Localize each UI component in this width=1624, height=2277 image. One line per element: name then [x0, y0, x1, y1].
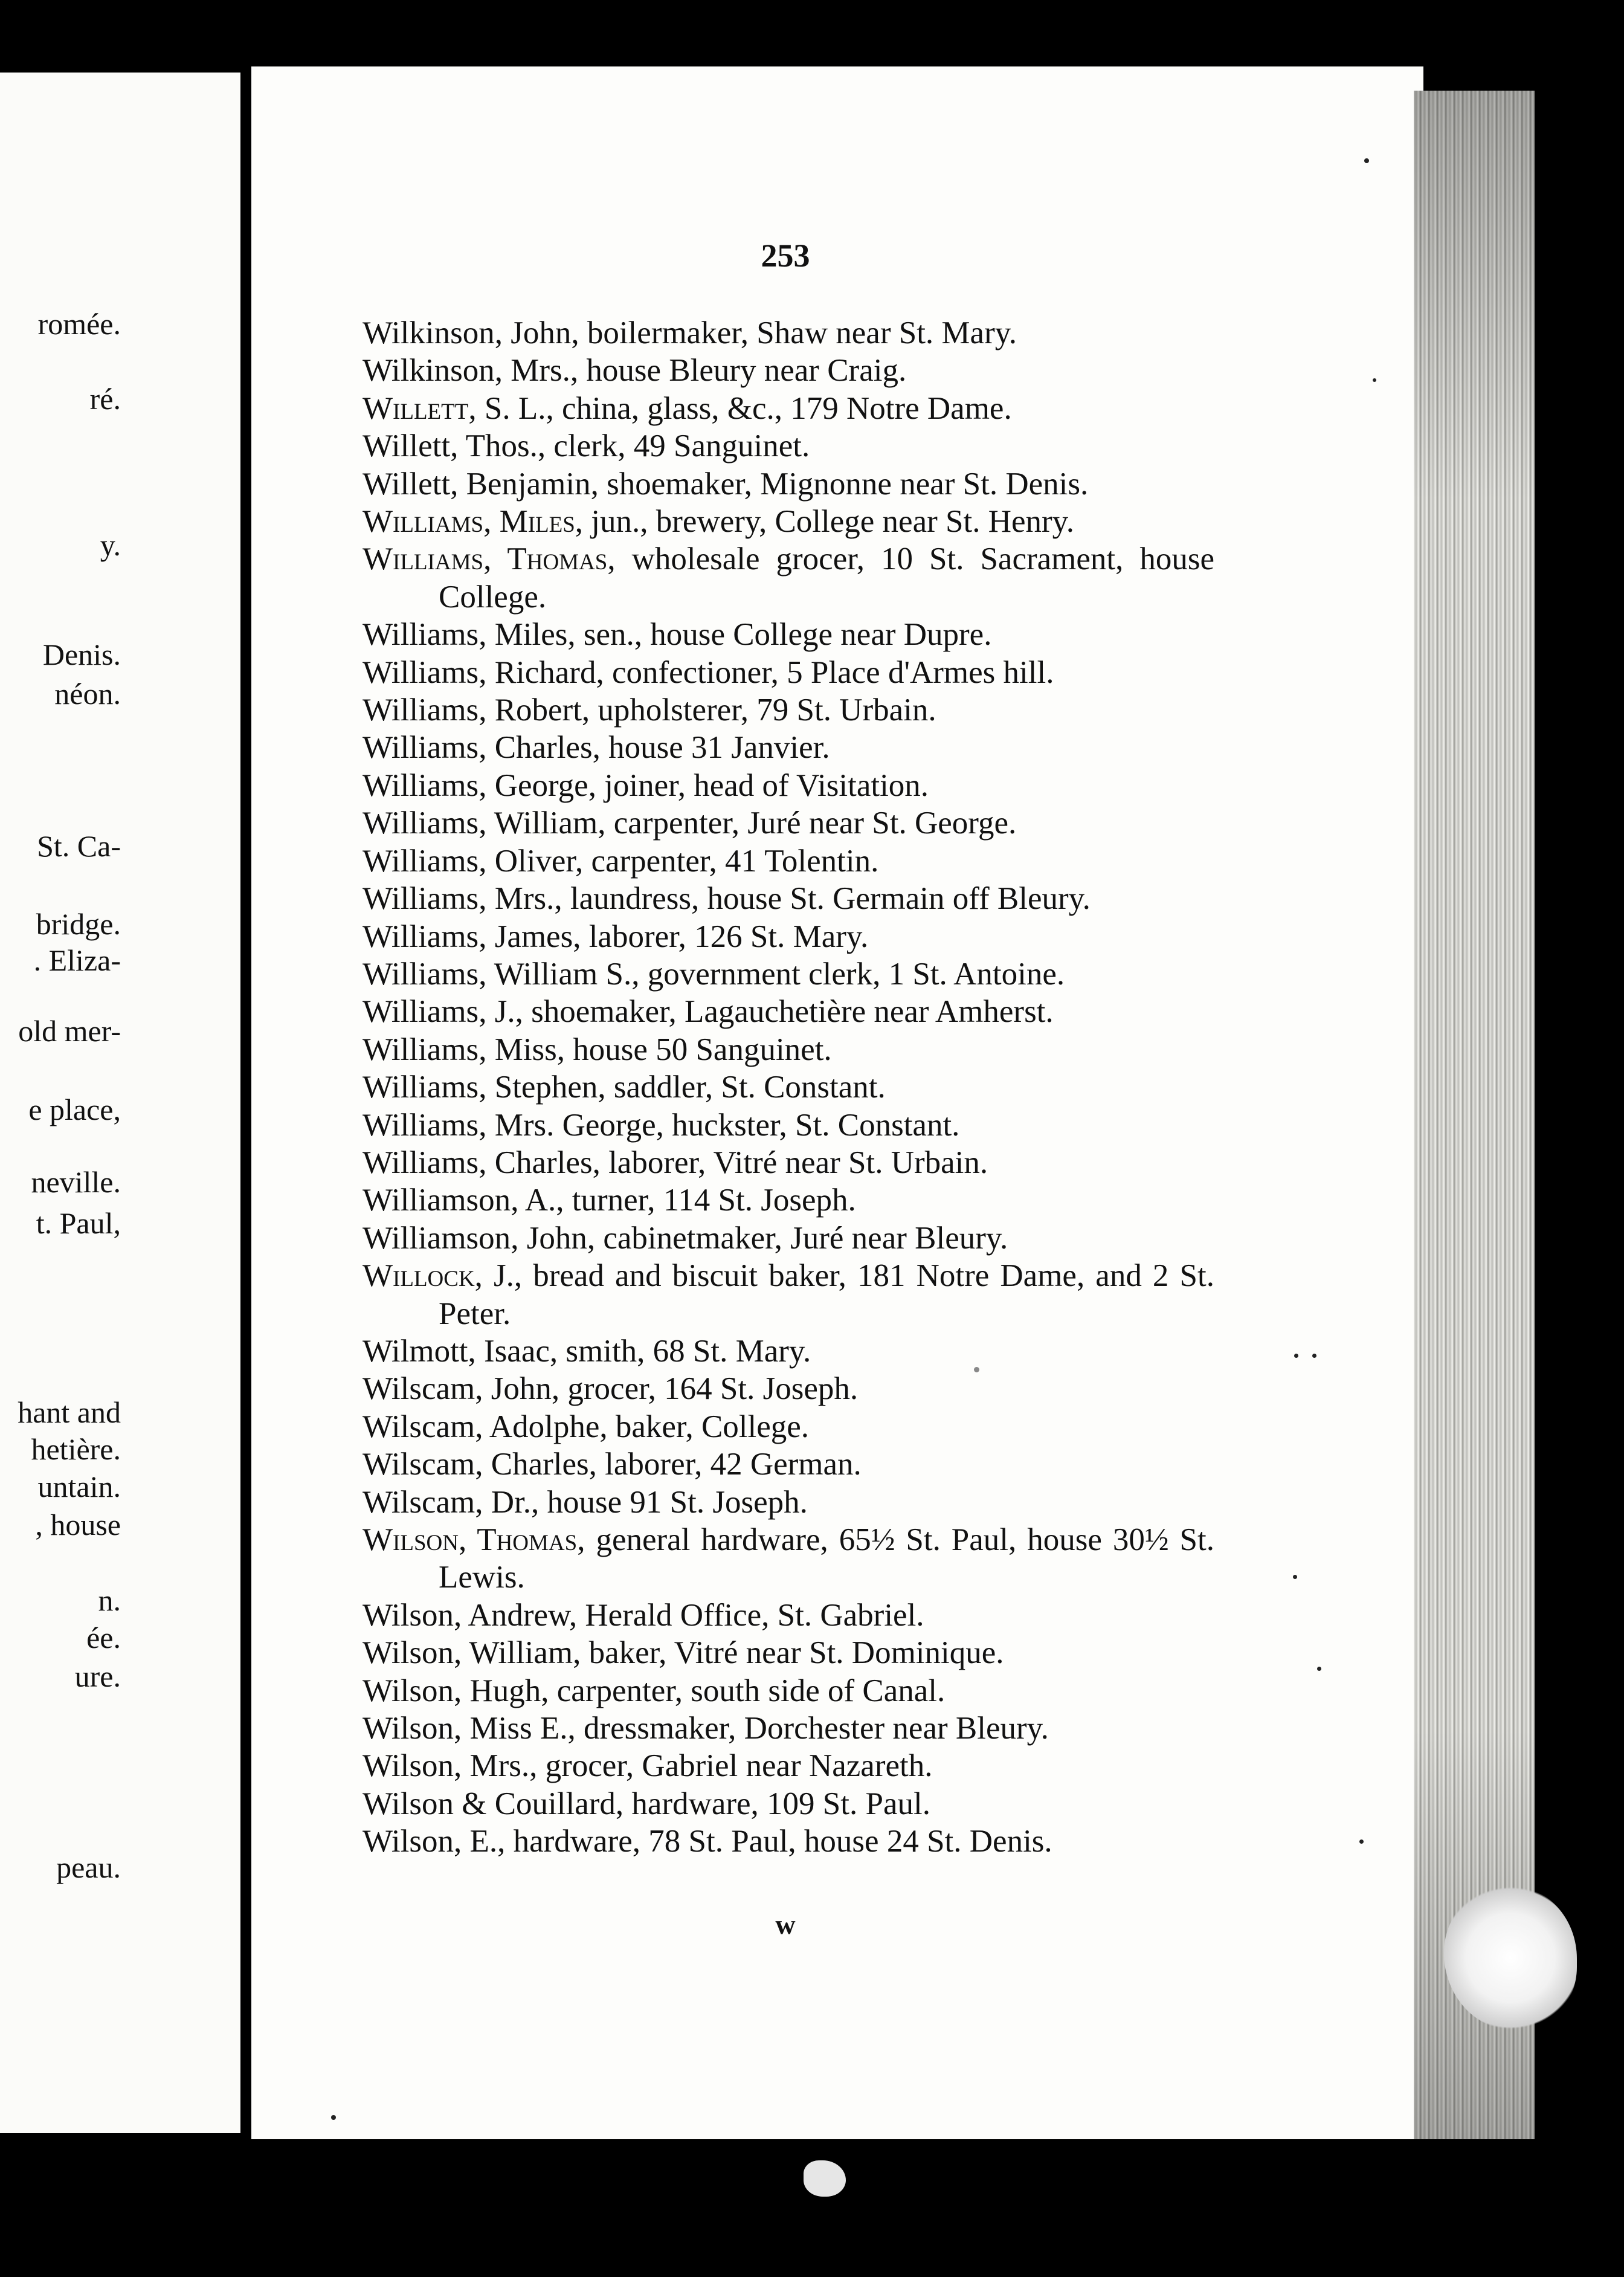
- entry-surname: Wilscam: [362, 1484, 475, 1520]
- speck: [1312, 1354, 1316, 1358]
- entry-details: , Oliver, carpenter, 41 Tolentin.: [478, 843, 879, 879]
- speck: [974, 1367, 979, 1372]
- entry-details: , wholesale grocer, 10 St. Sacrament, house College.: [439, 541, 1215, 615]
- entry-surname: Williams: [362, 1070, 479, 1105]
- entry-surname: Williams: [362, 994, 479, 1030]
- entry-surname: Williamson: [362, 1183, 511, 1218]
- entry-surname: Wilmott: [362, 1333, 468, 1369]
- entry-surname: Williams: [362, 806, 479, 841]
- directory-entry: [362, 1408, 1214, 1445]
- directory-entry: [362, 465, 1214, 503]
- directory-entry: [362, 1370, 1214, 1407]
- entry-details: , John, grocer, 164 St. Joseph.: [475, 1371, 859, 1407]
- left-page-fragment: . Eliza-: [33, 943, 121, 977]
- left-page-fragment: St. Ca-: [37, 829, 121, 863]
- left-page-fragment: ure.: [74, 1659, 121, 1693]
- left-page-fragment: ée.: [86, 1621, 121, 1655]
- speck: [1359, 1839, 1364, 1844]
- entry-surname: Wilson: [362, 1673, 454, 1708]
- directory-entry: [362, 1521, 1214, 1597]
- directory-entry: [362, 1068, 1214, 1106]
- directory-entry: [362, 1710, 1214, 1747]
- entry-details: , Hugh, carpenter, south side of Canal.: [453, 1673, 946, 1708]
- directory-entries: [362, 314, 1214, 1861]
- entry-details: , J., shoemaker, Lagauchetière near Amherst.: [478, 994, 1054, 1030]
- bottom-scan-mark: [804, 2160, 846, 2197]
- entry-details: , Stephen, saddler, St. Constant.: [478, 1070, 886, 1105]
- speck: [1373, 378, 1376, 382]
- entry-surname: Wilkinson: [362, 315, 495, 350]
- directory-entry: [362, 993, 1214, 1030]
- entry-surname: Williamson: [362, 1220, 511, 1256]
- speck: [1317, 1667, 1321, 1671]
- entry-details: , J., bread and biscuit baker, 181 Notre Dame, and 2 St. Peter.: [439, 1258, 1214, 1331]
- directory-entry: [362, 1634, 1214, 1671]
- entry-surname: Williams: [362, 956, 479, 992]
- directory-entry: [362, 352, 1214, 389]
- directory-entry: [362, 503, 1214, 540]
- left-page-fragment: e place,: [28, 1093, 121, 1126]
- entry-surname: Wilson & Couillard: [362, 1786, 616, 1821]
- left-page-fragment: untain.: [37, 1470, 121, 1503]
- directory-entry: [362, 1445, 1214, 1483]
- entry-surname: Willett: [362, 428, 451, 464]
- entry-surname: Williams: [362, 843, 479, 879]
- entry-details: , Benjamin, shoemaker, Mignonne near St. Denis.: [450, 466, 1089, 502]
- page-signature: w: [775, 1909, 796, 1940]
- entry-surname: Wilkinson: [362, 353, 495, 389]
- entry-surname: Williams: [362, 881, 479, 917]
- entry-details: , Miles, sen., house College near Dupre.: [478, 617, 992, 653]
- directory-entry: [362, 1031, 1214, 1068]
- directory-entry: [362, 918, 1214, 955]
- entry-details: , S. L., china, glass, &c., 179 Notre Dame.: [468, 390, 1012, 426]
- entry-surname: Williams: [362, 617, 479, 653]
- entry-surname: Wilscam: [362, 1409, 475, 1444]
- entry-details: , general hardware, 65½ St. Paul, house 30½ St. Lewis.: [439, 1522, 1214, 1595]
- entry-surname: Wilson: [362, 1748, 454, 1784]
- left-page-fragment: n.: [98, 1583, 121, 1617]
- directory-entry: [362, 804, 1214, 842]
- entry-surname: Williams: [362, 693, 479, 728]
- entry-surname: Williams, Miles: [362, 504, 575, 540]
- directory-entry: [362, 1747, 1214, 1784]
- directory-entry: [362, 1144, 1214, 1181]
- left-page: [0, 73, 240, 2133]
- directory-entry: [362, 1257, 1214, 1332]
- speck: [331, 2115, 336, 2120]
- entry-surname: Wilscam: [362, 1447, 475, 1482]
- directory-entry: [362, 427, 1214, 465]
- entry-surname: Wilscam: [362, 1371, 475, 1407]
- directory-entry: [362, 1106, 1214, 1144]
- directory-entry: [362, 616, 1214, 653]
- directory-entry: [362, 314, 1214, 352]
- entry-details: , William S., government clerk, 1 St. Antoine.: [478, 956, 1065, 992]
- entry-details: , E., hardware, 78 St. Paul, house 24 St. Denis.: [453, 1824, 1052, 1859]
- book-gutter: [240, 66, 251, 2139]
- left-page-fragment: bridge.: [36, 907, 121, 941]
- entry-details: , Mrs. George, huckster, St. Constant.: [478, 1107, 960, 1143]
- directory-entry: [362, 540, 1214, 616]
- directory-entry: [362, 1823, 1214, 1860]
- entry-details: , Miss, house 50 Sanguinet.: [478, 1032, 832, 1067]
- directory-entry: [362, 1785, 1214, 1823]
- entry-details: , William, baker, Vitré near St. Dominique.: [453, 1635, 1004, 1671]
- entry-details: , John, boilermaker, Shaw near St. Mary.: [494, 315, 1017, 350]
- entry-surname: Wilson: [362, 1824, 454, 1859]
- entry-surname: Williams: [362, 730, 479, 766]
- page-number: 253: [761, 237, 810, 274]
- speck: [1364, 158, 1369, 163]
- entry-details: , James, laborer, 126 St. Mary.: [478, 919, 869, 954]
- directory-entry: [362, 955, 1214, 993]
- entry-surname: Wilson: [362, 1711, 454, 1746]
- directory-entry: [362, 1597, 1214, 1634]
- entry-surname: Wilson: [362, 1597, 454, 1633]
- entry-details: , Charles, house 31 Janvier.: [478, 730, 830, 766]
- entry-details: , Adolphe, baker, College.: [475, 1409, 810, 1444]
- entry-details: , Thos., clerk, 49 Sanguinet.: [450, 428, 810, 464]
- entry-surname: Williams: [362, 1145, 479, 1180]
- directory-entry: [362, 1332, 1214, 1370]
- entry-details: , Charles, laborer, Vitré near St. Urbain.: [478, 1145, 988, 1180]
- left-page-fragment: t. Paul,: [36, 1206, 121, 1240]
- entry-details: , Dr., house 91 St. Joseph.: [475, 1484, 808, 1520]
- left-page-fragment: hant and: [18, 1395, 121, 1429]
- entry-surname: Willett: [362, 390, 469, 426]
- entry-details: , Mrs., laundress, house St. Germain off Bleury.: [478, 881, 1091, 917]
- entry-details: , jun., brewery, College near St. Henry.: [575, 504, 1074, 540]
- speck: [1293, 1575, 1297, 1579]
- entry-details: , Miss E., dressmaker, Dorchester near Bleury.: [453, 1711, 1049, 1746]
- entry-surname: Williams: [362, 654, 479, 690]
- left-page-fragment: hetière.: [31, 1432, 121, 1466]
- left-page-fragment: old mer-: [18, 1014, 121, 1048]
- entry-details: , George, joiner, head of Visitation.: [478, 767, 929, 803]
- entry-details: , Mrs., house Bleury near Craig.: [494, 353, 907, 389]
- entry-details: , Andrew, Herald Office, St. Gabriel.: [453, 1597, 924, 1633]
- entry-details: , John, cabinetmaker, Juré near Bleury.: [511, 1220, 1008, 1256]
- directory-entry: [362, 1672, 1214, 1710]
- entry-surname: Williams: [362, 1032, 479, 1067]
- left-page-fragment: ré.: [89, 382, 121, 416]
- directory-entry: [362, 1181, 1214, 1219]
- left-page-fragment: peau.: [56, 1850, 121, 1884]
- entry-surname: Williams: [362, 1107, 479, 1143]
- entry-surname: Wilson, Thomas: [362, 1522, 578, 1557]
- entry-surname: Williams: [362, 767, 479, 803]
- entry-surname: Willock: [362, 1258, 475, 1294]
- entry-surname: Wilson: [362, 1635, 454, 1671]
- left-page-fragment: y.: [100, 528, 121, 562]
- left-page-fragment: Denis.: [42, 638, 121, 671]
- page-edge-shadow: [1414, 91, 1535, 2139]
- directory-entry: [362, 390, 1214, 427]
- directory-entry: [362, 842, 1214, 880]
- entry-details: , Charles, laborer, 42 German.: [475, 1447, 862, 1482]
- entry-details: , Richard, confectioner, 5 Place d'Armes hill.: [478, 654, 1054, 690]
- left-page-fragment: neville.: [31, 1165, 121, 1199]
- entry-surname: Williams, Thomas: [362, 541, 608, 577]
- directory-entry: [362, 1484, 1214, 1521]
- entry-surname: Williams: [362, 919, 479, 954]
- directory-entry: [362, 729, 1214, 766]
- speck: [1294, 1354, 1298, 1358]
- directory-entry: [362, 1219, 1214, 1257]
- directory-entry: [362, 691, 1214, 729]
- left-page-fragment: , house: [35, 1508, 121, 1542]
- directory-entry: [362, 880, 1214, 917]
- directory-entry: [362, 654, 1214, 691]
- left-page-fragment: néon.: [54, 677, 121, 711]
- entry-details: , Isaac, smith, 68 St. Mary.: [468, 1333, 811, 1369]
- entry-surname: Willett: [362, 466, 451, 502]
- entry-details: , A., turner, 114 St. Joseph.: [511, 1183, 856, 1218]
- directory-entry: [362, 767, 1214, 804]
- entry-details: , hardware, 109 St. Paul.: [615, 1786, 930, 1821]
- entry-details: , Mrs., grocer, Gabriel near Nazareth.: [453, 1748, 933, 1784]
- entry-details: , Robert, upholsterer, 79 St. Urbain.: [478, 693, 936, 728]
- entry-details: , William, carpenter, Juré near St. George.: [478, 806, 1017, 841]
- left-page-fragment: romée.: [37, 307, 121, 341]
